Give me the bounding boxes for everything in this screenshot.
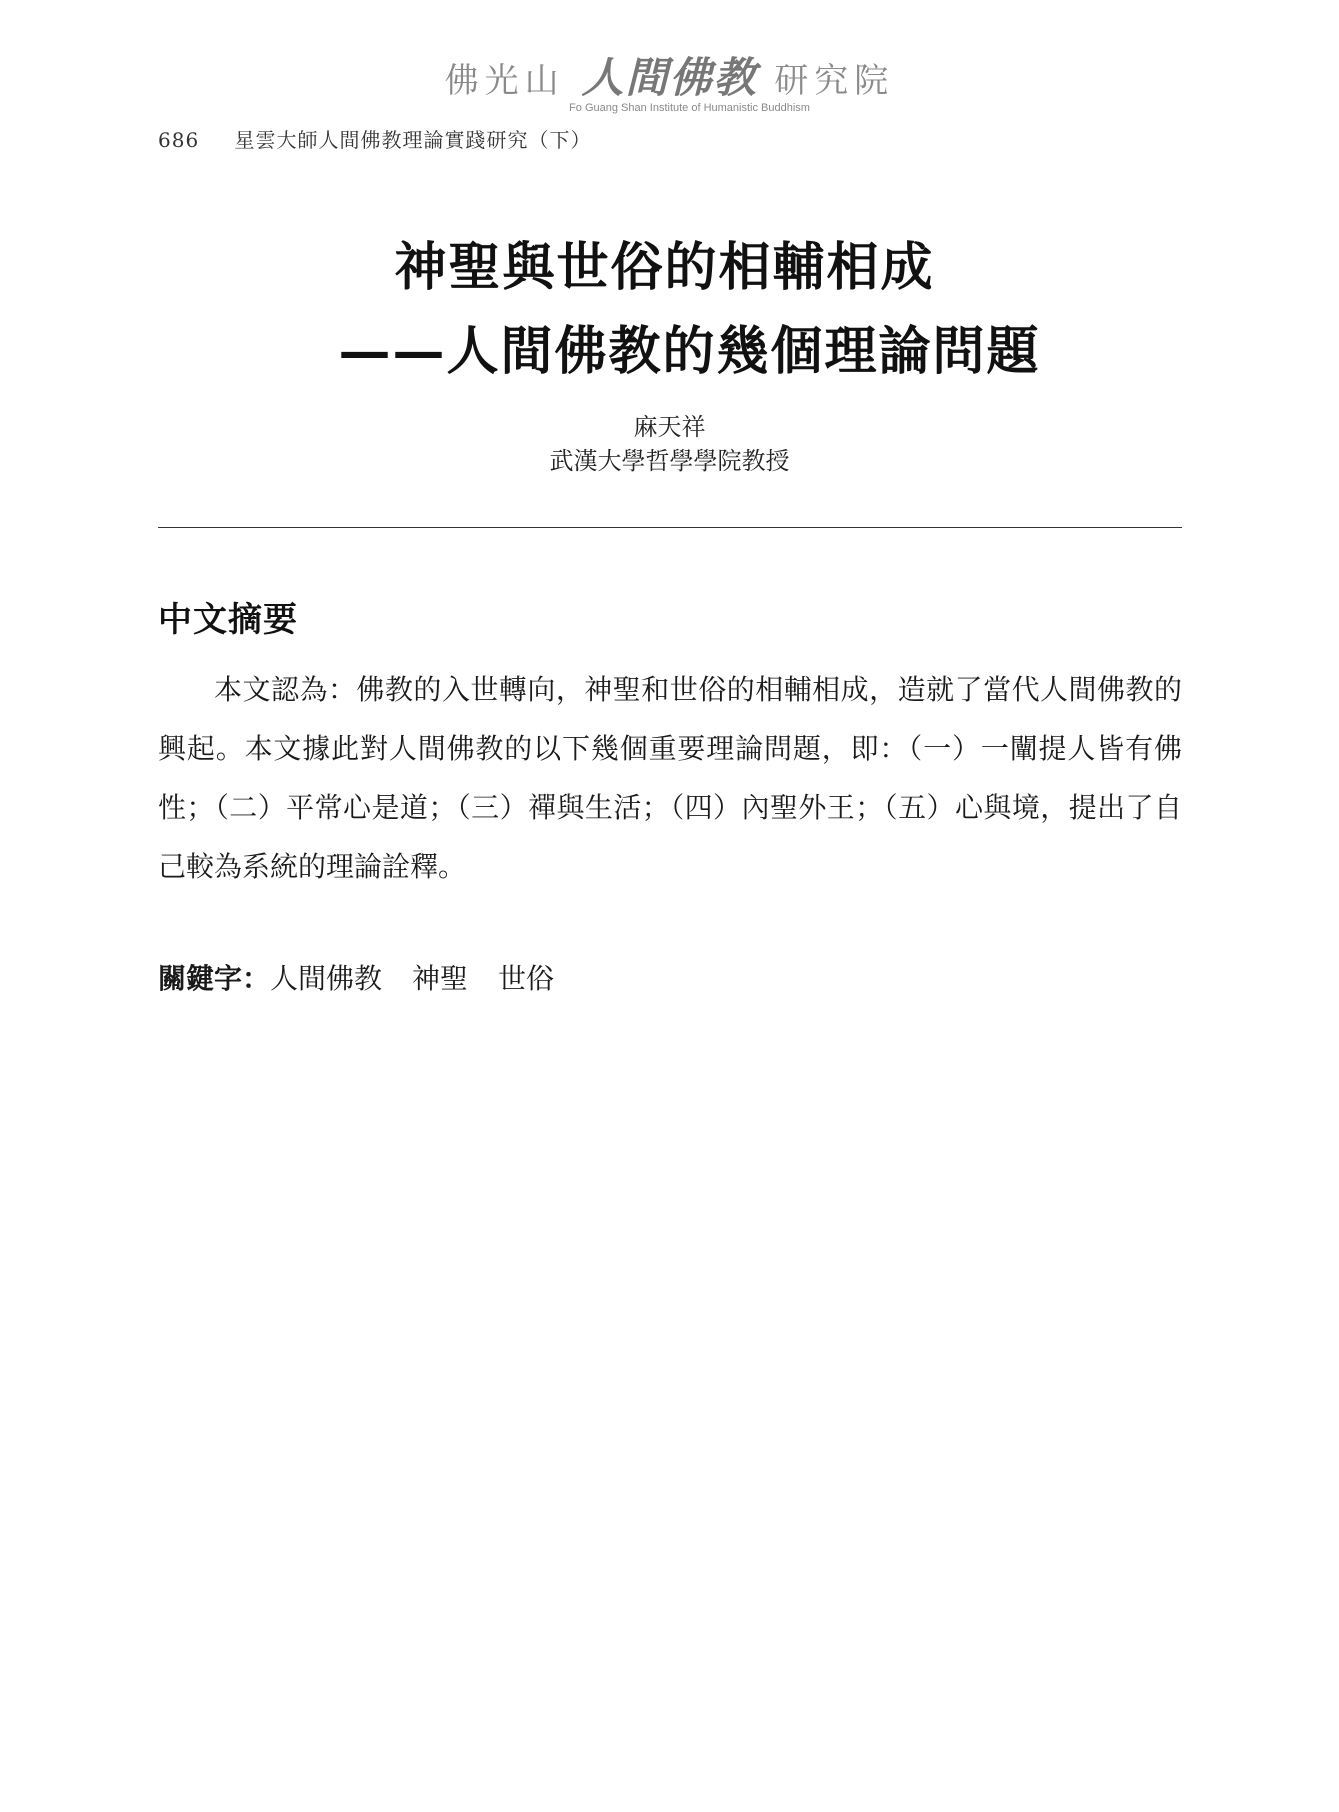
institute-watermark bbox=[0, 53, 1339, 115]
abstract-heading: 中文摘要 bbox=[158, 600, 298, 640]
abstract-body: 本文認為：佛教的入世轉向，神聖和世俗的相輔相成，造就了當代人間佛教的興起。本文據此對人間佛教的以下幾個重要理論問題，即：（一）一闡提人皆有佛性；（二）平常心是道；（三）禪與生活；（四）內聖外王；（五）心與境，提出了自己較為系統的理論詮釋。 bbox=[158, 673, 1182, 883]
watermark-subtitle: Fo Guang Shan Institute of Humanistic Buddhism bbox=[569, 102, 810, 114]
author-affiliation: 武漢大學哲學學院教授 bbox=[549, 447, 790, 475]
keywords-line bbox=[158, 957, 584, 997]
book-title: 星雲大師人間佛教理論實踐研究（下） bbox=[234, 128, 592, 152]
author-name: 麻天祥 bbox=[633, 413, 706, 441]
watermark-right-text: 研究院 bbox=[774, 61, 895, 101]
keyword-item: 神聖 bbox=[412, 962, 469, 995]
running-head bbox=[158, 124, 592, 153]
author-block bbox=[0, 410, 1339, 478]
watermark-logo bbox=[0, 53, 1339, 102]
watermark-brand-text: 人間佛教 bbox=[581, 53, 758, 102]
page-number: 686 bbox=[158, 128, 200, 152]
article-subtitle: ——人間佛教的幾個理論問題 bbox=[338, 321, 1041, 382]
keywords-label: 關鍵字： bbox=[158, 962, 271, 995]
divider-rule bbox=[158, 527, 1182, 528]
watermark-left-text: 佛光山 bbox=[444, 61, 565, 101]
keyword-item: 人間佛教 bbox=[270, 962, 383, 995]
keyword-item: 世俗 bbox=[498, 962, 555, 995]
article-title-block bbox=[0, 232, 1339, 388]
article-title: 神聖與世俗的相輔相成 bbox=[394, 237, 935, 298]
